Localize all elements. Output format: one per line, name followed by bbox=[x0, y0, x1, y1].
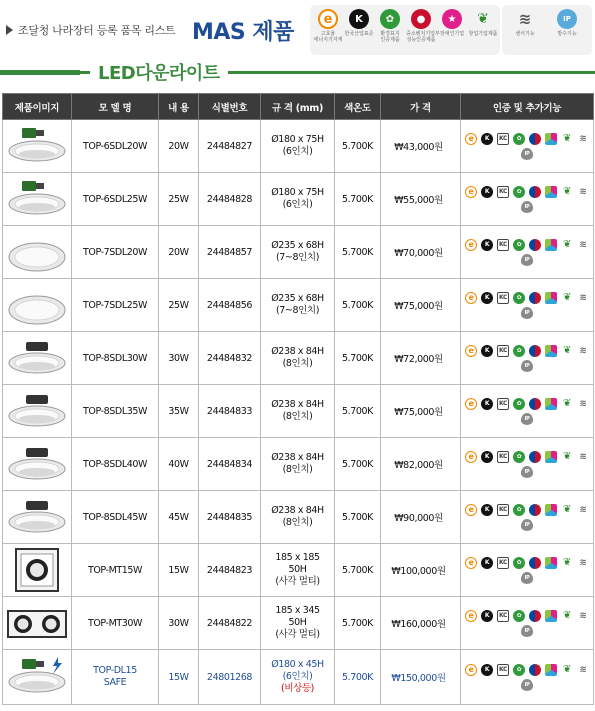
certification-icons bbox=[461, 237, 593, 268]
certification-cell bbox=[461, 332, 594, 385]
k-icon: K bbox=[481, 557, 493, 569]
wattage: 40W bbox=[159, 438, 199, 491]
product-table bbox=[2, 93, 594, 705]
kc-icon: KC bbox=[497, 398, 509, 410]
wattage: 30W bbox=[159, 597, 199, 650]
wifi-icon: ≋ bbox=[579, 186, 587, 197]
ip-icon: IP bbox=[521, 254, 533, 266]
e-icon: e bbox=[465, 186, 477, 198]
product-image-cell bbox=[3, 120, 72, 173]
spec-line: 50H bbox=[288, 617, 307, 628]
k-icon: K bbox=[481, 133, 493, 145]
certification-icons bbox=[461, 662, 593, 693]
model-name: TOP-7SDL25W bbox=[72, 279, 159, 332]
k-icon: K bbox=[481, 292, 493, 304]
cert-legend bbox=[310, 5, 500, 55]
excellent-icon: ★ bbox=[442, 9, 462, 29]
sprout-icon: ❦ bbox=[563, 664, 571, 675]
column-header: 식별번호 bbox=[199, 94, 261, 120]
color-temperature: 5.700K bbox=[335, 544, 381, 597]
certification-cell bbox=[461, 544, 594, 597]
model-name: TOP-MT15W bbox=[72, 544, 159, 597]
eco-icon: ✿ bbox=[513, 345, 525, 357]
table-row bbox=[3, 597, 594, 650]
column-header: 모 델 명 bbox=[72, 94, 159, 120]
eco-icon: ✿ bbox=[380, 9, 400, 29]
k-icon: K bbox=[481, 504, 493, 516]
product-image-cell bbox=[3, 279, 72, 332]
k-icon: K bbox=[481, 610, 493, 622]
wifi-icon: ≋ bbox=[579, 610, 587, 621]
product-image-cell bbox=[3, 332, 72, 385]
identification-number: 24484822 bbox=[199, 597, 261, 650]
product-image bbox=[6, 283, 68, 327]
cert-legend-label: 중소벤처기업부 bbox=[406, 31, 440, 37]
spec-line: (7~8인치) bbox=[275, 252, 319, 263]
spec-line: (6인치) bbox=[282, 671, 313, 682]
certification-icons bbox=[461, 131, 593, 162]
product-image bbox=[6, 548, 68, 592]
kr-icon bbox=[529, 239, 541, 251]
eco-icon: ✿ bbox=[513, 557, 525, 569]
cert-legend-label: 환경표지 bbox=[380, 31, 400, 37]
kr-icon bbox=[529, 664, 541, 676]
k-icon: K bbox=[481, 664, 493, 676]
spec-cell bbox=[261, 544, 335, 597]
spec-line: (8인치) bbox=[282, 517, 313, 528]
kr-icon bbox=[529, 451, 541, 463]
table-row bbox=[3, 385, 594, 438]
excellent-icon bbox=[545, 664, 557, 676]
spec-cell bbox=[261, 120, 335, 173]
e-icon: e bbox=[465, 398, 477, 410]
product-image-cell bbox=[3, 597, 72, 650]
cert-legend-label: 성능인증제품 bbox=[406, 37, 436, 43]
kc-icon: KC bbox=[497, 451, 509, 463]
wattage: 25W bbox=[159, 279, 199, 332]
spec-cell bbox=[261, 438, 335, 491]
spec-line: (비상등) bbox=[281, 683, 314, 694]
cert-legend-item bbox=[437, 9, 467, 37]
certification-cell bbox=[461, 226, 594, 279]
color-temperature: 5.700K bbox=[335, 332, 381, 385]
cert-legend-label: 장애인기업 bbox=[439, 31, 465, 37]
spec-line: (사각 멀티) bbox=[275, 629, 320, 640]
color-temperature: 5.700K bbox=[335, 120, 381, 173]
e-icon: e bbox=[465, 664, 477, 676]
excellent-icon bbox=[545, 610, 557, 622]
spec-line: Ø238 x 84H bbox=[271, 452, 324, 463]
kr-icon bbox=[529, 610, 541, 622]
price: ₩72,000원 bbox=[381, 332, 461, 385]
product-image bbox=[6, 655, 68, 699]
kc-icon: KC bbox=[497, 239, 509, 251]
sprout-icon: ❦ bbox=[563, 451, 571, 462]
kr-icon bbox=[529, 557, 541, 569]
price: ₩70,000원 bbox=[381, 226, 461, 279]
spec-line: Ø235 x 68H bbox=[271, 240, 324, 251]
color-temperature: 5.700K bbox=[335, 226, 381, 279]
wifi-icon: ≋ bbox=[579, 133, 587, 144]
spec-cell bbox=[261, 650, 335, 705]
sprout-icon: ❦ bbox=[563, 239, 571, 250]
certification-cell bbox=[461, 385, 594, 438]
e-icon: e bbox=[465, 504, 477, 516]
certification-icons bbox=[461, 608, 593, 639]
eco-icon: ✿ bbox=[513, 398, 525, 410]
wattage: 20W bbox=[159, 120, 199, 173]
price: ₩43,000원 bbox=[381, 120, 461, 173]
ip-icon: IP bbox=[521, 679, 533, 691]
e-icon: e bbox=[465, 557, 477, 569]
spec-cell bbox=[261, 332, 335, 385]
excellent-icon bbox=[545, 292, 557, 304]
table-row bbox=[3, 226, 594, 279]
wattage: 20W bbox=[159, 226, 199, 279]
identification-number: 24484828 bbox=[199, 173, 261, 226]
table-row bbox=[3, 120, 594, 173]
wifi-icon: ≋ bbox=[579, 557, 587, 568]
wifi-icon: ≋ bbox=[579, 398, 587, 409]
model-name: TOP-6SDL20W bbox=[72, 120, 159, 173]
sprout-icon: ❦ bbox=[563, 504, 571, 515]
feature-legend-label: 센서기능 bbox=[515, 31, 535, 37]
certification-cell bbox=[461, 491, 594, 544]
kc-icon: KC bbox=[497, 557, 509, 569]
spec-cell bbox=[261, 597, 335, 650]
wifi-icon: ≋ bbox=[518, 10, 532, 28]
kr-icon: ● bbox=[411, 9, 431, 29]
product-image-cell bbox=[3, 650, 72, 705]
ip-icon: IP bbox=[521, 360, 533, 372]
e-icon: e bbox=[465, 345, 477, 357]
identification-number: 24484827 bbox=[199, 120, 261, 173]
column-header: 규 격 (mm) bbox=[261, 94, 335, 120]
kr-icon bbox=[529, 186, 541, 198]
certification-icons bbox=[461, 184, 593, 215]
sprout-icon: ❦ bbox=[477, 11, 489, 27]
spec-line: (8인치) bbox=[282, 358, 313, 369]
kc-icon: KC bbox=[497, 664, 509, 676]
ip-icon: IP bbox=[521, 625, 533, 637]
spec-cell bbox=[261, 385, 335, 438]
spec-line: (6인치) bbox=[282, 199, 313, 210]
wifi-icon: ≋ bbox=[579, 451, 587, 462]
kr-icon bbox=[529, 133, 541, 145]
certification-cell bbox=[461, 120, 594, 173]
color-temperature: 5.700K bbox=[335, 491, 381, 544]
certification-cell bbox=[461, 279, 594, 332]
excellent-icon bbox=[545, 345, 557, 357]
spec-line: Ø238 x 84H bbox=[271, 399, 324, 410]
excellent-icon bbox=[545, 504, 557, 516]
table-row bbox=[3, 491, 594, 544]
identification-number: 24484832 bbox=[199, 332, 261, 385]
model-name: TOP-8SDL40W bbox=[72, 438, 159, 491]
cert-legend-label: 에너지기자재 bbox=[313, 37, 343, 43]
excellent-icon bbox=[545, 186, 557, 198]
spec-cell bbox=[261, 279, 335, 332]
column-header: 제품이미지 bbox=[3, 94, 72, 120]
identification-number: 24484834 bbox=[199, 438, 261, 491]
price: ₩90,000원 bbox=[381, 491, 461, 544]
ip-icon: IP bbox=[557, 9, 577, 29]
wattage: 25W bbox=[159, 173, 199, 226]
sprout-icon: ❦ bbox=[563, 345, 571, 356]
certification-cell bbox=[461, 650, 594, 705]
kr-icon bbox=[529, 398, 541, 410]
cert-legend-item bbox=[313, 9, 343, 43]
price: ₩75,000원 bbox=[381, 279, 461, 332]
eco-icon: ✿ bbox=[513, 292, 525, 304]
price: ₩75,000원 bbox=[381, 385, 461, 438]
ip-icon: IP bbox=[521, 572, 533, 584]
spec-line: (6인치) bbox=[282, 146, 313, 157]
color-temperature: 5.700K bbox=[335, 385, 381, 438]
spec-line: (8인치) bbox=[282, 411, 313, 422]
identification-number: 24484833 bbox=[199, 385, 261, 438]
product-image-cell bbox=[3, 438, 72, 491]
section-title: LED다운라이트 bbox=[90, 59, 228, 85]
ip-icon: IP bbox=[521, 519, 533, 531]
color-temperature: 5.700K bbox=[335, 650, 381, 705]
table-row bbox=[3, 438, 594, 491]
arrow-icon bbox=[6, 25, 13, 35]
identification-number: 24484835 bbox=[199, 491, 261, 544]
sprout-icon: ❦ bbox=[563, 133, 571, 144]
product-image bbox=[6, 495, 68, 539]
product-image-cell bbox=[3, 226, 72, 279]
table-row bbox=[3, 650, 594, 705]
eco-icon: ✿ bbox=[513, 451, 525, 463]
ip-icon: IP bbox=[521, 466, 533, 478]
sprout-icon: ❦ bbox=[563, 398, 571, 409]
color-temperature: 5.700K bbox=[335, 438, 381, 491]
kc-icon: KC bbox=[497, 186, 509, 198]
product-image bbox=[6, 442, 68, 486]
kr-icon bbox=[529, 504, 541, 516]
kr-icon bbox=[529, 345, 541, 357]
excellent-icon bbox=[545, 451, 557, 463]
spec-line: Ø180 x 45H bbox=[271, 659, 324, 670]
feature-legend-item bbox=[552, 9, 582, 37]
e-icon: e bbox=[465, 451, 477, 463]
wifi-icon: ≋ bbox=[579, 664, 587, 675]
price: ₩82,000원 bbox=[381, 438, 461, 491]
eco-icon: ✿ bbox=[513, 186, 525, 198]
certification-icons bbox=[461, 555, 593, 586]
cert-legend-item bbox=[344, 9, 374, 37]
certification-icons bbox=[461, 343, 593, 374]
eco-icon: ✿ bbox=[513, 664, 525, 676]
identification-number: 24484823 bbox=[199, 544, 261, 597]
eco-icon: ✿ bbox=[513, 239, 525, 251]
model-name: TOP-8SDL30W bbox=[72, 332, 159, 385]
model-name: TOP-8SDL45W bbox=[72, 491, 159, 544]
excellent-icon bbox=[545, 239, 557, 251]
certification-cell bbox=[461, 597, 594, 650]
identification-number: 24484857 bbox=[199, 226, 261, 279]
certification-icons bbox=[461, 290, 593, 321]
table-row bbox=[3, 173, 594, 226]
kr-icon bbox=[529, 292, 541, 304]
table-row bbox=[3, 332, 594, 385]
color-temperature: 5.700K bbox=[335, 173, 381, 226]
model-name: TOP-DL15 SAFE bbox=[72, 650, 159, 705]
wattage: 35W bbox=[159, 385, 199, 438]
sprout-icon: ❦ bbox=[563, 610, 571, 621]
model-name: TOP-6SDL25W bbox=[72, 173, 159, 226]
cert-legend-label: 창업기업제품 bbox=[468, 31, 498, 37]
section-divider-accent bbox=[0, 70, 80, 75]
table-header-row bbox=[3, 94, 594, 120]
spec-line: Ø238 x 84H bbox=[271, 346, 324, 357]
excellent-icon bbox=[545, 133, 557, 145]
e-icon: e bbox=[465, 292, 477, 304]
price: ₩100,000원 bbox=[381, 544, 461, 597]
product-image bbox=[6, 336, 68, 380]
cert-legend-label: 한국산업표준 bbox=[344, 31, 374, 37]
wattage: 45W bbox=[159, 491, 199, 544]
color-temperature: 5.700K bbox=[335, 279, 381, 332]
wattage: 15W bbox=[159, 650, 199, 705]
e-icon: e bbox=[465, 610, 477, 622]
ip-icon: IP bbox=[521, 201, 533, 213]
product-image bbox=[6, 230, 68, 274]
certification-icons bbox=[461, 396, 593, 427]
spec-line: (7~8인치) bbox=[275, 305, 319, 316]
certification-icons bbox=[461, 449, 593, 480]
cert-legend-item bbox=[406, 9, 440, 43]
product-image-cell bbox=[3, 544, 72, 597]
kc-icon: KC bbox=[497, 504, 509, 516]
kc-icon: KC bbox=[497, 292, 509, 304]
feature-legend bbox=[502, 5, 592, 55]
e-icon: e bbox=[318, 9, 338, 29]
wattage: 30W bbox=[159, 332, 199, 385]
spec-line: Ø180 x 75H bbox=[271, 187, 324, 198]
excellent-icon bbox=[545, 557, 557, 569]
wifi-icon: ≋ bbox=[579, 292, 587, 303]
sprout-icon: ❦ bbox=[563, 557, 571, 568]
table-row bbox=[3, 544, 594, 597]
spec-line: Ø238 x 84H bbox=[271, 505, 324, 516]
ip-icon: IP bbox=[521, 307, 533, 319]
k-icon: K bbox=[481, 398, 493, 410]
kc-icon: KC bbox=[497, 610, 509, 622]
cert-legend-item bbox=[468, 9, 498, 37]
certification-icons bbox=[461, 502, 593, 533]
price: ₩55,000원 bbox=[381, 173, 461, 226]
spec-cell bbox=[261, 226, 335, 279]
header-brand: MAS 제품 bbox=[192, 20, 294, 45]
spec-line: Ø235 x 68H bbox=[271, 293, 324, 304]
sprout-icon: ❦ bbox=[563, 186, 571, 197]
product-image-cell bbox=[3, 385, 72, 438]
wifi-icon: ≋ bbox=[579, 345, 587, 356]
k-icon: K bbox=[481, 239, 493, 251]
wifi-icon: ≋ bbox=[579, 504, 587, 515]
certification-cell bbox=[461, 173, 594, 226]
model-name: TOP-8SDL35W bbox=[72, 385, 159, 438]
product-image bbox=[6, 389, 68, 433]
price: ₩160,000원 bbox=[381, 597, 461, 650]
header-subtitle: 조달청 나라장터 등록 품목 리스트 bbox=[18, 24, 176, 37]
eco-icon: ✿ bbox=[513, 133, 525, 145]
ip-icon: IP bbox=[521, 148, 533, 160]
spec-line: 185 x 345 bbox=[275, 605, 320, 616]
identification-number: 24801268 bbox=[199, 650, 261, 705]
kc-icon: KC bbox=[497, 345, 509, 357]
ip-icon: IP bbox=[521, 413, 533, 425]
product-image bbox=[6, 177, 68, 221]
sprout-icon: ❦ bbox=[563, 292, 571, 303]
product-image bbox=[6, 601, 68, 645]
page-header bbox=[0, 0, 595, 62]
k-icon: K bbox=[349, 9, 369, 29]
excellent-icon bbox=[545, 398, 557, 410]
wattage: 15W bbox=[159, 544, 199, 597]
k-icon: K bbox=[481, 345, 493, 357]
product-image-cell bbox=[3, 491, 72, 544]
eco-icon: ✿ bbox=[513, 504, 525, 516]
column-header: 내 용 bbox=[159, 94, 199, 120]
k-icon: K bbox=[481, 186, 493, 198]
table-row bbox=[3, 279, 594, 332]
wifi-icon: ≋ bbox=[579, 239, 587, 250]
product-image bbox=[6, 124, 68, 168]
eco-icon: ✿ bbox=[513, 610, 525, 622]
model-name: TOP-7SDL20W bbox=[72, 226, 159, 279]
spec-cell bbox=[261, 491, 335, 544]
column-header: 가 격 bbox=[381, 94, 461, 120]
model-name: TOP-MT30W bbox=[72, 597, 159, 650]
e-icon: e bbox=[465, 133, 477, 145]
cert-legend-label: 인증제품 bbox=[380, 37, 400, 43]
spec-line: (8인치) bbox=[282, 464, 313, 475]
spec-line: (사각 멀티) bbox=[275, 576, 320, 587]
spec-line: 50H bbox=[288, 564, 307, 575]
column-header: 인증 및 추가기능 bbox=[461, 94, 594, 120]
e-icon: e bbox=[465, 239, 477, 251]
feature-legend-item bbox=[510, 9, 540, 37]
price: ₩150,000원 bbox=[381, 650, 461, 705]
certification-cell bbox=[461, 438, 594, 491]
spec-cell bbox=[261, 173, 335, 226]
product-image-cell bbox=[3, 173, 72, 226]
spec-line: Ø180 x 75H bbox=[271, 134, 324, 145]
column-header: 색온도 bbox=[335, 94, 381, 120]
k-icon: K bbox=[481, 451, 493, 463]
color-temperature: 5.700K bbox=[335, 597, 381, 650]
feature-legend-label: 방수기능 bbox=[557, 31, 577, 37]
identification-number: 24484856 bbox=[199, 279, 261, 332]
cert-legend-item bbox=[375, 9, 405, 43]
spec-line: 185 x 185 bbox=[275, 552, 320, 563]
kc-icon: KC bbox=[497, 133, 509, 145]
cert-legend-label: 고효율 bbox=[320, 31, 336, 37]
